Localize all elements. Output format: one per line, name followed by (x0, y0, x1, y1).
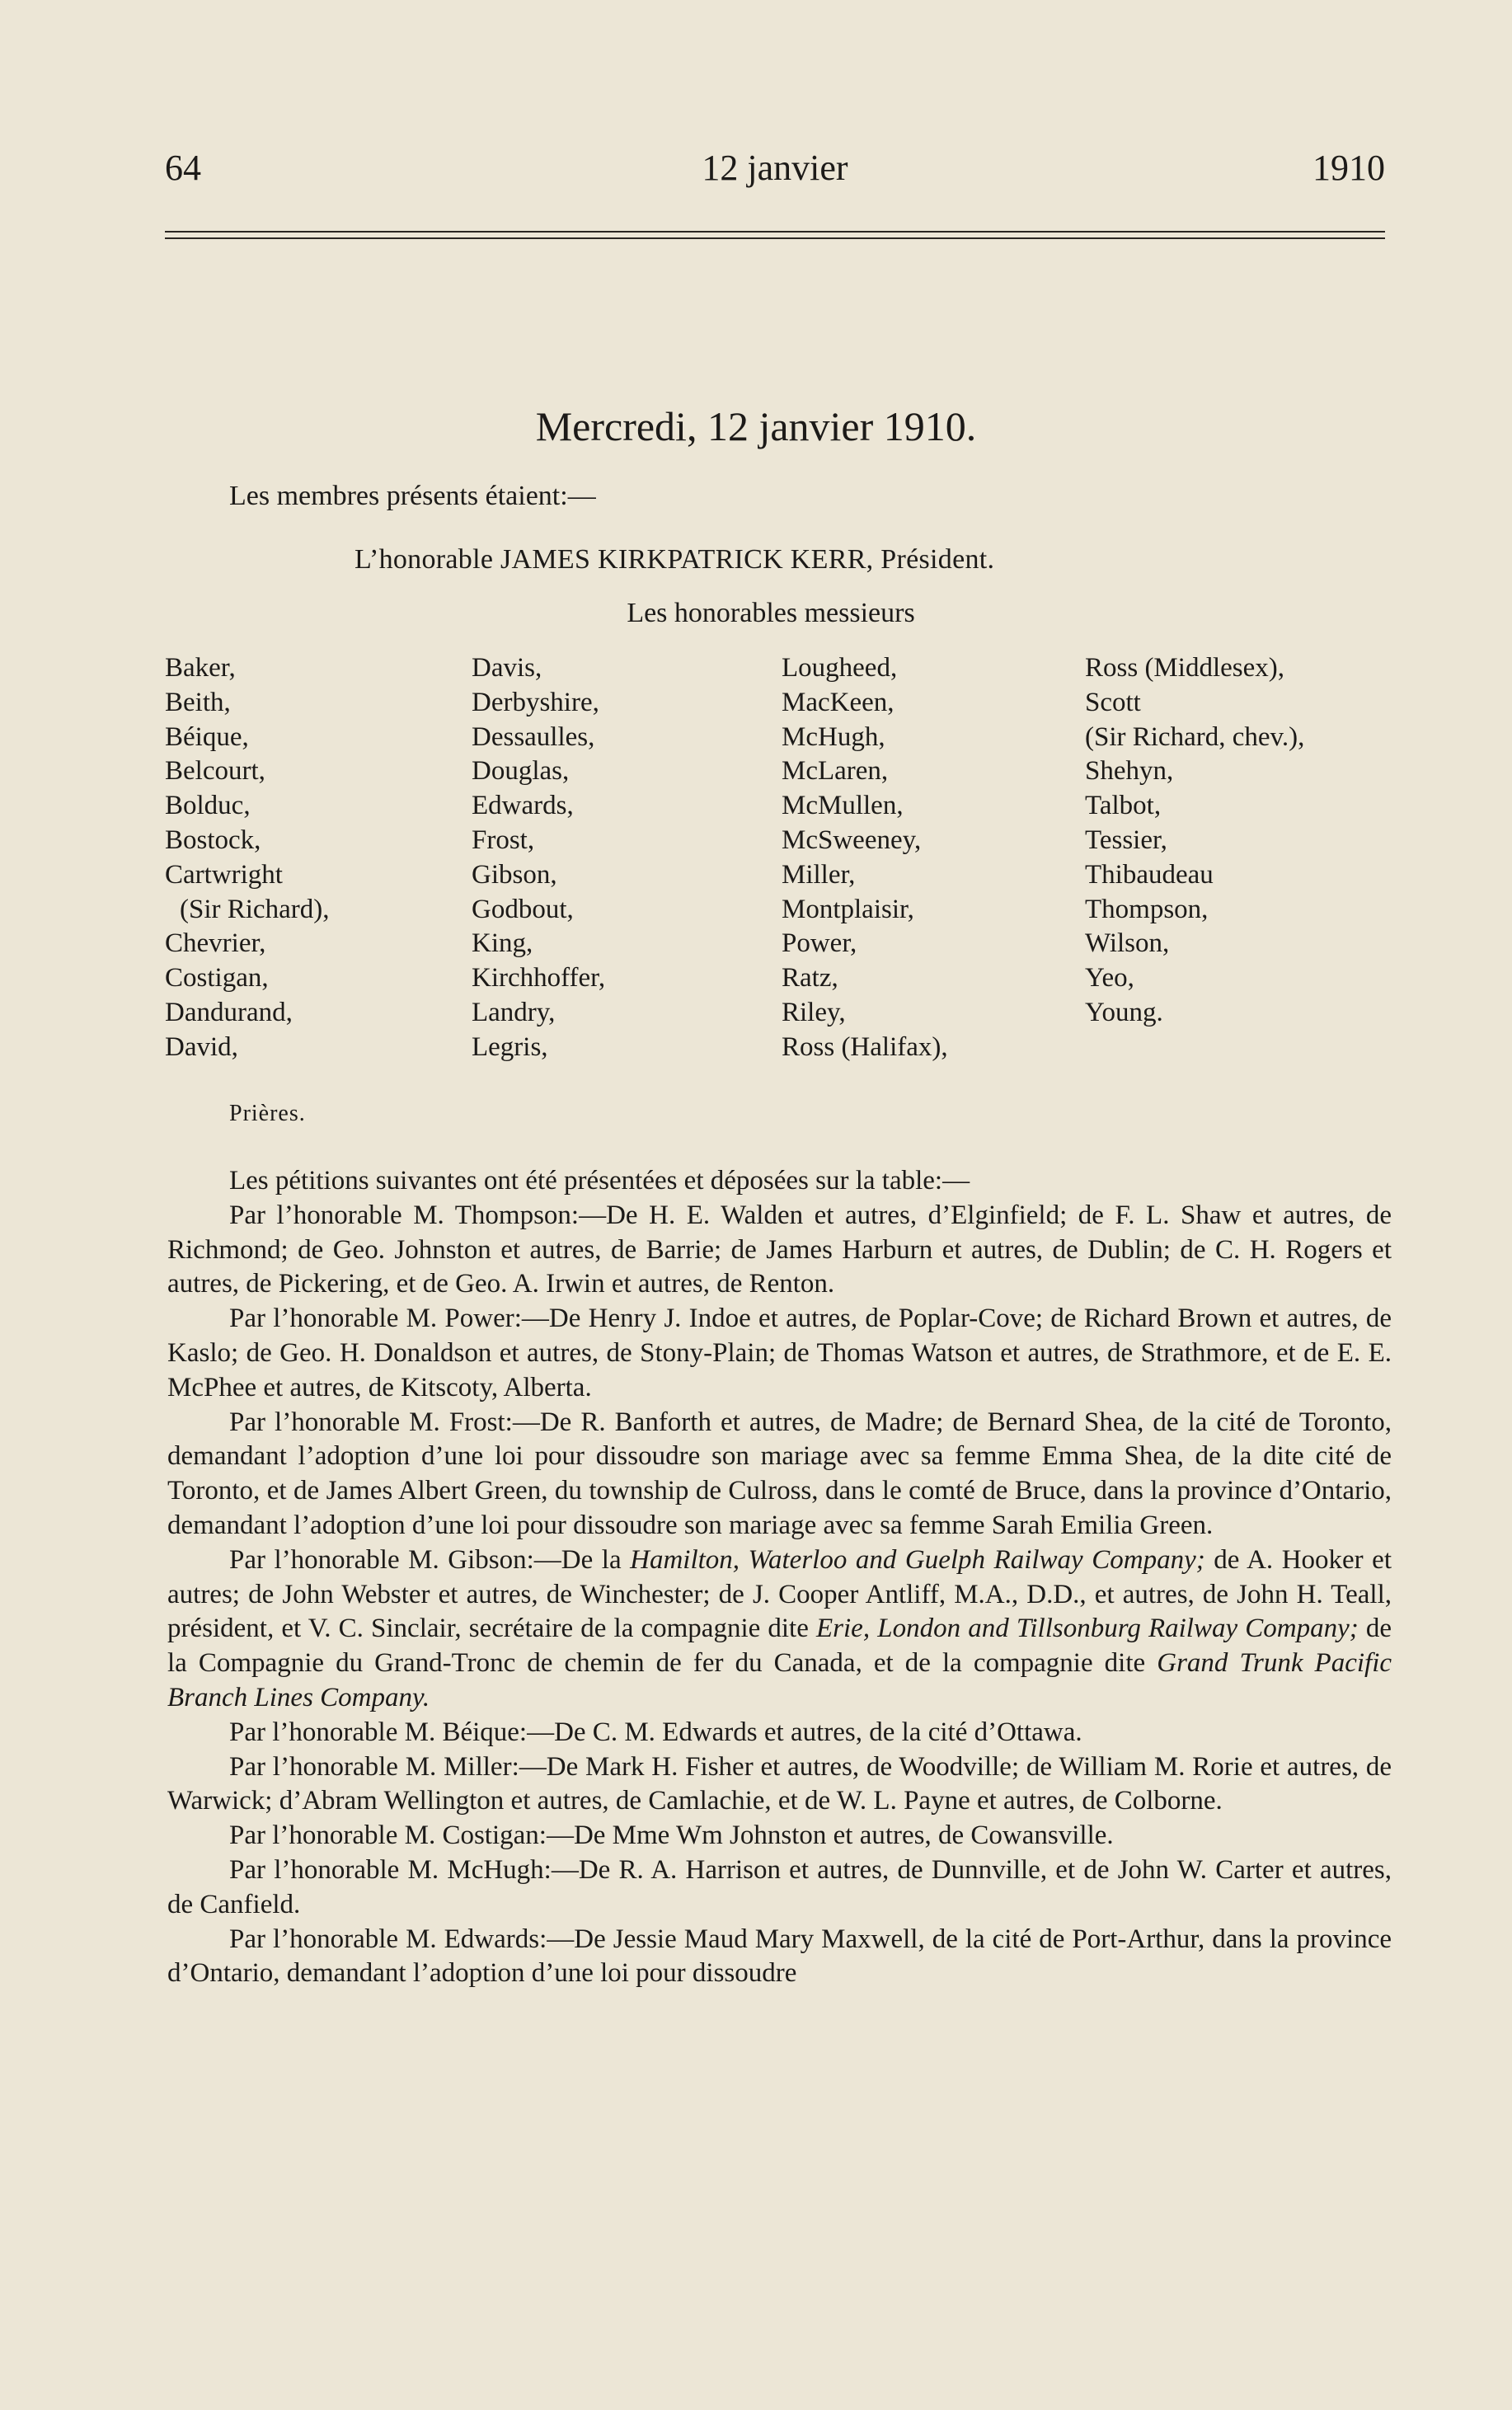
petitions-intro: Les pétitions suivantes ont été présentées et déposées sur la table:— (229, 1166, 970, 1196)
members-column-2 (472, 651, 605, 1065)
member-name: McSweeney, (782, 824, 922, 855)
member-name: Dandurand, (165, 997, 293, 1027)
header-year: 1910 (1312, 148, 1385, 188)
member-name: Miller, (782, 859, 856, 890)
member-name: Baker, (165, 653, 236, 683)
company-name: Erie, London and Tillsonburg Railway Company; (816, 1614, 1359, 1644)
member-name: Davis, (472, 653, 542, 683)
member-name: (Sir Richard, chev.), (1085, 721, 1305, 752)
petition-power: Par l’honorable M. Power:—De Henry J. Indoe et autres, de Poplar-Cove; de Richard Brown et autres, de Kaslo; de Geo. H. Donaldson et autres, de Stony-Plain; de Thomas Watson et autres, de Strathmore, et de E. E. McPhee et autres, de Kitscoty, Alberta. (167, 1304, 1392, 1402)
petition-thompson: Par l’honorable M. Thompson:—De H. E. Walden et autres, d’Elginfield; de F. L. Shaw et autres, de Richmond; de Geo. Johnston et autres, de Barrie; de James Harburn et autres, de Dublin; de C. H. Rogers et autres, de Pickering, et de Geo. A. Irwin et autres, de Renton. (167, 1200, 1392, 1299)
member-name: Frost, (472, 824, 535, 855)
members-column-1 (165, 651, 329, 1065)
honorables-heading: Les honorables messieurs (627, 598, 915, 628)
petition-mchugh: Par l’honorable M. McHugh:—De R. A. Harrison et autres, de Dunnville, et de John W. Carter et autres, de Canfield. (167, 1854, 1392, 1919)
members-list (165, 651, 1402, 1072)
member-name: Young. (1085, 997, 1163, 1027)
member-name: Thompson, (1085, 894, 1209, 924)
member-name: Godbout, (472, 894, 574, 924)
petition-miller: Par l’honorable M. Miller:—De Mark H. Fisher et autres, de Woodville; de William M. Rorie et autres, de Warwick; d’Abram Wellington et autres, de Camlachie, et de W. L. Payne et autres, de Colborne. (167, 1751, 1392, 1816)
member-name: Beith, (165, 687, 231, 717)
members-column-3 (782, 651, 948, 1065)
member-name: Legris, (472, 1031, 548, 1062)
member-name: Scott (1085, 687, 1141, 717)
member-name: Yeo, (1085, 963, 1134, 994)
member-name: Talbot, (1085, 791, 1162, 821)
member-name: King, (472, 928, 533, 959)
member-name: Lougheed, (782, 653, 898, 683)
member-name: McHugh, (782, 721, 885, 752)
member-name: Power, (782, 928, 857, 959)
member-name: Ratz, (782, 963, 838, 994)
member-name: McLaren, (782, 756, 889, 787)
petition-text: de la Compagnie du Grand-Tronc de chemin de fer du Canada, et de la compagnie dite (167, 1614, 1392, 1679)
petitions-body (167, 1164, 1392, 1991)
member-name: MacKeen, (782, 687, 895, 717)
member-name: Landry, (472, 997, 556, 1027)
member-name: McMullen, (782, 791, 904, 821)
member-name: Costigan, (165, 963, 269, 994)
member-name: Chevrier, (165, 928, 266, 959)
header-rule-bottom (165, 237, 1385, 239)
petition-gibson (167, 1543, 1392, 1716)
member-name: (Sir Richard), (180, 894, 330, 924)
page-header (165, 147, 1385, 196)
company-name: Hamilton, Waterloo and Guelph Railway Company; (630, 1544, 1205, 1575)
session-title: Mercredi, 12 janvier 1910. (535, 403, 977, 449)
header-date: 12 janvier (702, 148, 848, 188)
petition-edwards: Par l’honorable M. Edwards:—De Jessie Maud Mary Maxwell, de la cité de Port-Arthur, dans la province d’Ontario, demandant l’adoption d’une loi pour dissoudre (167, 1924, 1392, 1989)
prieres-heading: Prières. (229, 1101, 306, 1126)
page-number: 64 (165, 148, 201, 188)
member-name: Belcourt, (165, 756, 265, 787)
member-name: Wilson, (1085, 928, 1170, 959)
petition-text: de A. Hooker et autres; de John Webster et autres, de Winchester; de J. Cooper Antliff, M.A., D.D., et autres, de John H. Teall, président, et V. C. Sinclair, secrétaire de la compagnie dite (167, 1544, 1392, 1644)
member-name: Edwards, (472, 791, 574, 821)
member-name: Shehyn, (1085, 756, 1174, 787)
member-name: Béique, (165, 721, 249, 752)
member-name: Douglas, (472, 756, 570, 787)
member-name: Ross (Halifax), (782, 1031, 948, 1062)
member-name: Montplaisir, (782, 894, 914, 924)
member-name: Kirchhoffer, (472, 963, 606, 994)
president-line: L’honorable JAMES KIRKPATRICK KERR, Président. (355, 544, 995, 575)
petition-text: Par l’honorable M. Gibson:—De la (229, 1544, 631, 1575)
member-name: Gibson, (472, 859, 557, 890)
header-rule-top (165, 231, 1385, 233)
member-name: Thibaudeau (1085, 859, 1214, 890)
member-name: Bolduc, (165, 791, 251, 821)
member-name: Dessaulles, (472, 721, 595, 752)
member-name: Ross (Middlesex), (1085, 653, 1284, 683)
member-name: David, (165, 1031, 238, 1062)
petition-frost: Par l’honorable M. Frost:—De R. Banforth et autres, de Madre; de Bernard Shea, de la cité de Toronto, demandant l’adoption d’une loi pour dissoudre son mariage avec sa femme Emma Shea, de la dite cité de Toronto, et de James Albert Green, du township de Culross, dans le comté de Bruce, dans la province d’Ontario, demandant l’adoption d’une loi pour dissoudre son mariage avec sa femme Sarah Emilia Green. (167, 1407, 1392, 1540)
member-name: Bostock, (165, 824, 261, 855)
member-name: Cartwright (165, 859, 283, 890)
member-name: Derbyshire, (472, 687, 599, 717)
members-column-4 (1085, 651, 1304, 1031)
company-name: Grand Trunk Pacific Branch Lines Company. (167, 1648, 1392, 1712)
petition-costigan: Par l’honorable M. Costigan:—De Mme Wm Johnston et autres, de Cowansville. (229, 1820, 1114, 1851)
present-intro: Les membres présents étaient:— (229, 481, 596, 511)
member-name: Tessier, (1085, 824, 1167, 855)
member-name: Riley, (782, 997, 846, 1027)
petition-beique: Par l’honorable M. Béique:—De C. M. Edwards et autres, de la cité d’Ottawa. (229, 1717, 1082, 1747)
